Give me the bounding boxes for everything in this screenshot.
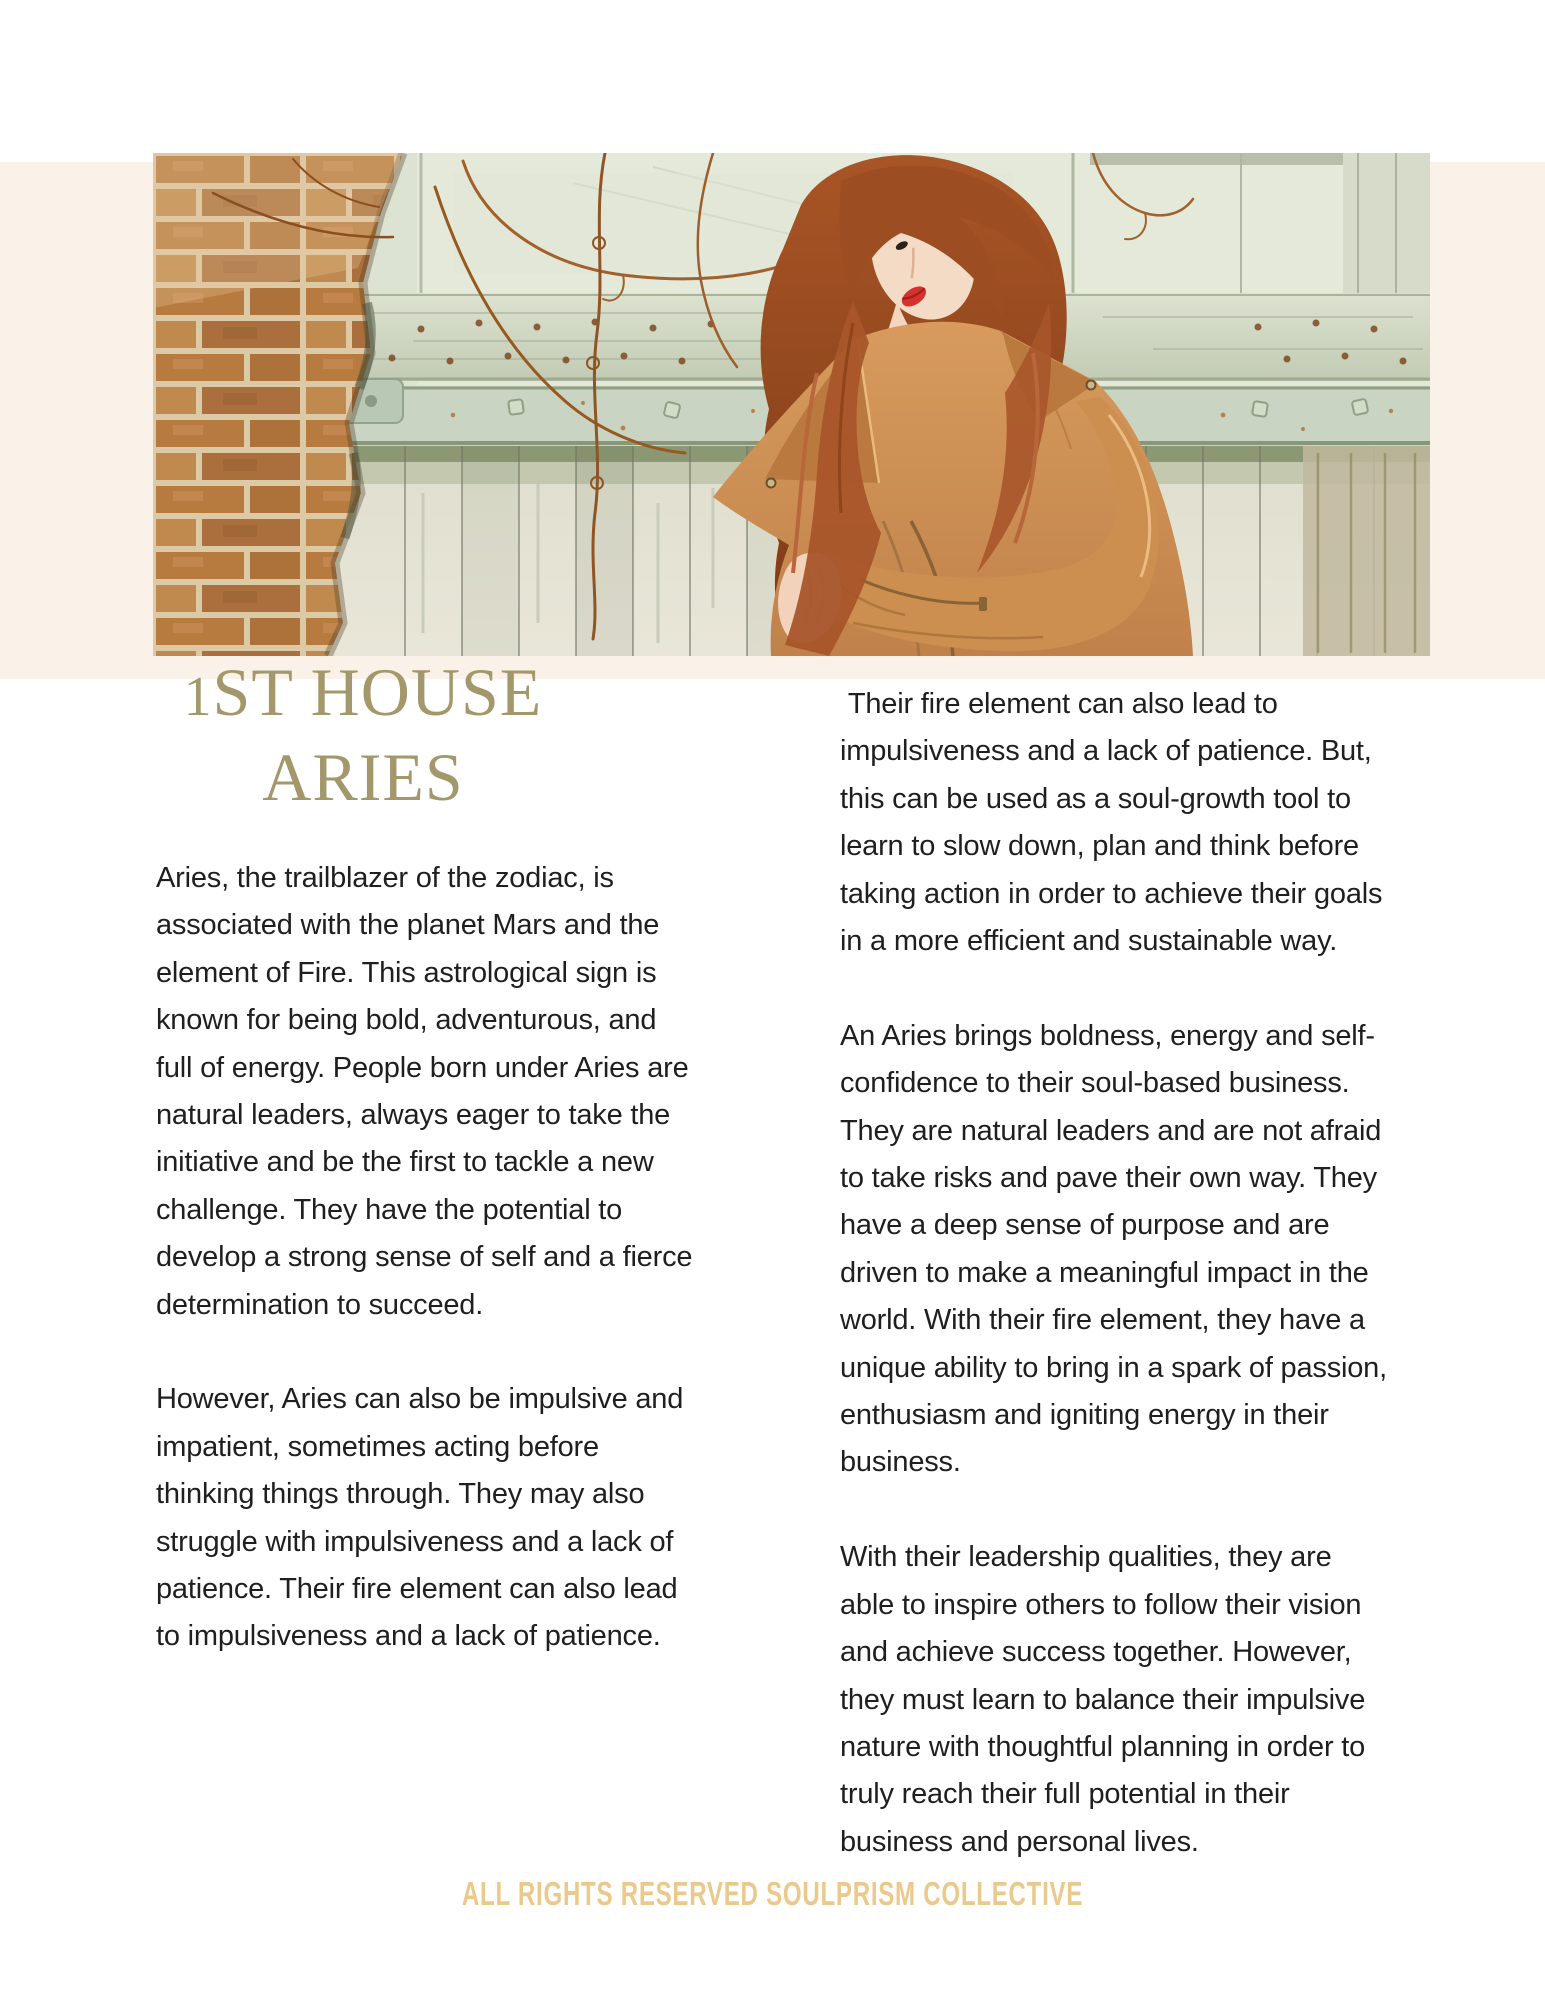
hero-photo [153,153,1430,656]
footer-copyright-text: ALL RIGHTS RESERVED SOULPRISM COLLECTIVE [461,1875,1084,1912]
page-title-line2: ARIES [262,739,464,815]
hero-photo-illustration [153,153,1430,656]
paragraph: An Aries brings boldness, energy and self- confidence to their soul-based business. They are natural leaders and are not afraid to take risks and pave their own way. They have a deep sense of purpose and are driven to make a meaningful impact in the world. With their fire element, they have a unique ability to bring in a spark of passion, enthusiasm and igniting energy in their business. [840,1019,1387,1479]
paragraph: Their fire element can also lead to impulsiveness and a lack of patience. But, this can be used as a soul-growth tool to learn to slow down, plan and think before taking action in order to achieve their goals in a more efficient and sustainable way. [840,688,1383,958]
paragraph: However, Aries can also be impulsive and impatient, sometimes acting before thinking things through. They may also struggle with impulsiveness and a lack of patience. Their fire element can also lead to impulsiveness and a lack of patience. [156,1383,684,1653]
page-title [120,652,606,817]
footer-copyright [0,1874,1545,1921]
jacket-stud [1087,381,1096,390]
page-title-line1: 1ST HOUSE [183,654,543,730]
left-column [156,855,756,1661]
paragraph: With their leadership qualities, they are able to inspire others to follow their vision and achieve success together. However, they must learn to balance their impulsive nature with thoughtful planning in order to truly reach their full potential in their business and personal lives. [840,1541,1366,1858]
jacket-stud [767,479,776,488]
right-column [840,681,1460,1866]
paragraph: Aries, the trailblazer of the zodiac, is associated with the planet Mars and the element of Fire. This astrological sign is known for being bold, adventurous, and full of energy. People born under Aries are natural leaders, always eager to take the initiative and be the first to tackle a new challenge. They have the potential to develop a strong sense of self and a fierce determination to succeed. [156,862,693,1321]
